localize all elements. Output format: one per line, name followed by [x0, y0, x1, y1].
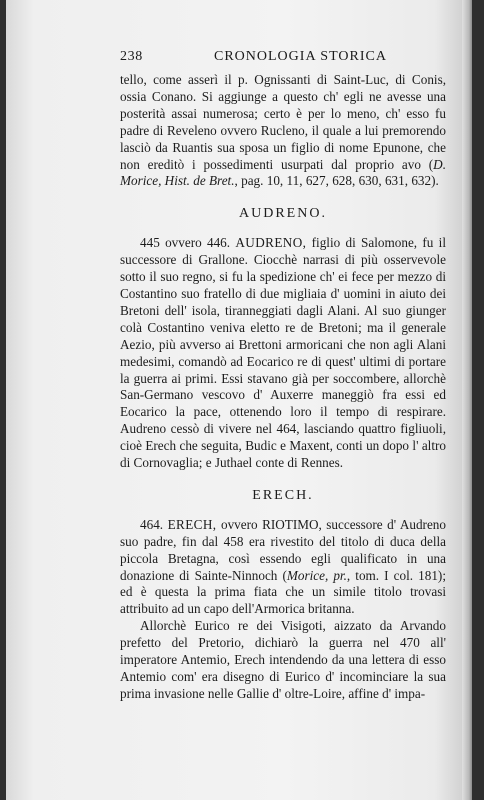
citation: Morice, pr. [286, 567, 347, 583]
date-lead: 464. [140, 516, 168, 532]
audreno-paragraph: 445 ovvero 446. AUDRENO, figlio di Salomone, fu il successore di Grallone. Ciocchè narrasi di più osservevole sotto il suo regno, si fu la spedizione ch' ei fece per mezzo di Costantino suo fratello di due migliaia d' uomini in aiuto dei Bretoni dell' isola, tiranneggiati dagli Alani. Al suo giunger colà Costantino veniva eletto re de Bretoni; ma il generale Aezio, più avverso ai Brettoni armoricani che non agli Alani medesimi, comandò ad Eocarico re di quest' ultimi di portare la guerra ai primi. Essi stavano già per soccombere, allorchè San-Germano vescovo d' Auxerre maneggiò fra essi ed Eocarico la pace, ottenendo loro il tempo di respirare. Audreno cessò di vivere nel 464, lasciando quattro figliuoli, cioè Erech che seguita, Budic e Maxent, conti un dopo l' altro di Cornovaglia; e Juthael conte di Rennes. [120, 235, 447, 471]
page-edge [462, 0, 472, 800]
citation: D. Morice, Hist. de Bret. [120, 156, 446, 189]
section-title-erech: ERECH. [252, 487, 314, 503]
erech-paragraph-1: 464. ERECH, ovvero RIOTIMO, successore d' Audreno suo padre, fin dal 458 era rivestito del titolo di duca della piccola Bretagna, così essendo egli qualificato in una donazione di Sainte-Ninnoch (Morice, pr., tom. I col. 181); ed è questa la prima fiata che un simile titolo trovasi attribuito ad un capo dell'Armorica britanna. [120, 516, 446, 617]
running-title: CRONOLOGIA STORICA [214, 49, 387, 64]
book-page [6, 0, 472, 800]
page-body [120, 72, 446, 703]
ruler-name: AUDRENO, [235, 235, 307, 251]
continuation-paragraph: tello, come asserì il p. Ognissanti di Saint-Luc, di Conis, ossia Conano. Si aggiunge a questo ch' egli ne avesse una posterità assai numerosa; certo è per lo meno, ch' esso fu padre di Reveleno ovvero Rucleno, il quale a lui premorendo lasciò da Ruantis sua sposa un figlio di nome Epunone, che non ereditò i possedimenti usurpati dal proprio avo (D. Morice, Hist. de Bret., pag. 10, 11, 627, 628, 630, 631, 632). [120, 72, 446, 189]
section-title-audreno: AUDRENO. [239, 206, 327, 222]
page-number: 238 [120, 49, 143, 64]
ruler-name: ERECH, [167, 516, 217, 532]
date-lead: 445 ovvero 446. [140, 235, 236, 251]
erech-paragraph-2: Allorchè Eurico re dei Visigoti, aizzato da Arvando prefetto del Pretorio, dichiarò la guerra nel 470 all' imperatore Antemio, Erech intendendo da una lettera di esso Antemio com' era disegno di Eurico d' incominciare la sua prima invasione nelle Gallie d' oltre-Loire, affine d' impa- [120, 618, 446, 701]
